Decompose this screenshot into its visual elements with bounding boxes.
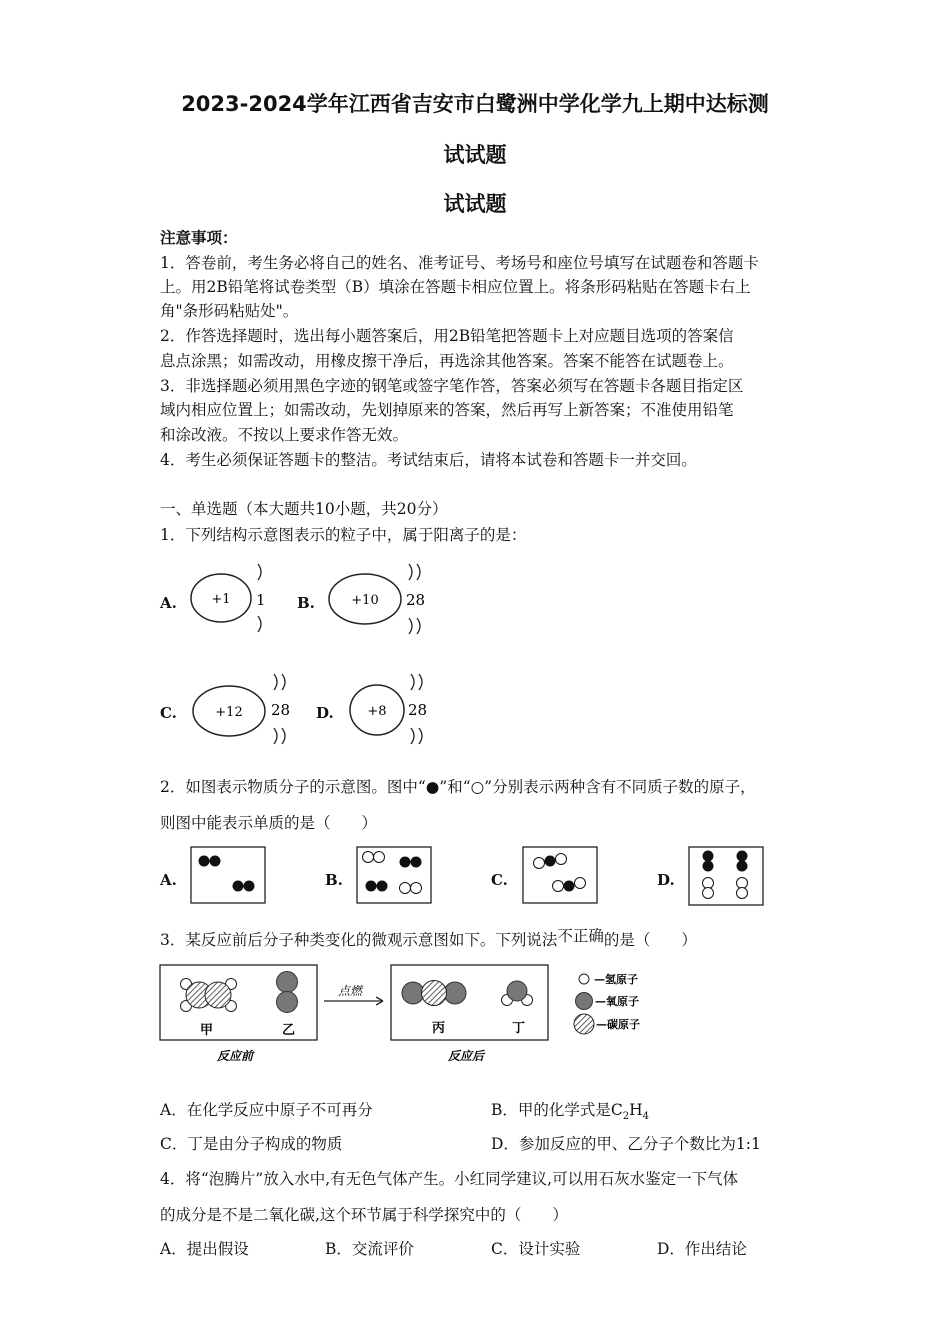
q3-stem-c: 的是（ ） (603, 931, 697, 949)
nucleus-charge: +1 (211, 592, 231, 607)
label-yi: 乙 (282, 1023, 296, 1038)
nucleus-charge: +8 (367, 704, 387, 719)
q2-stem-1: 2．如图表示物质分子的示意图。图中“●”和“○”分别表示两种含有不同质子数的原子， (160, 778, 756, 796)
q1-option-d-diagram (347, 670, 437, 752)
q4-option-c[interactable]: C．设计实验 (491, 1240, 581, 1258)
q4-stem-2: 的成分是不是二氧化碳,这个环节属于科学探究中的（ ） (160, 1206, 568, 1224)
q1-option-a-label[interactable]: A. (160, 594, 177, 612)
q1-option-b-label[interactable]: B. (297, 594, 315, 612)
q2-option-d-label[interactable]: D. (657, 871, 675, 889)
q3-option-b-text: B．甲的化学式是C (491, 1101, 623, 1119)
q3-stem-emphasis: 不正确 (557, 927, 604, 945)
q3-reaction-diagram (158, 962, 668, 1066)
notice-heading: 注意事项： (160, 228, 238, 247)
section-heading: 一、单选题（本大题共10小题，共20分） (160, 500, 448, 518)
q3-stem (160, 929, 697, 951)
q2-option-b-label[interactable]: B. (325, 871, 343, 889)
q4-option-b[interactable]: B．交流评价 (325, 1240, 414, 1258)
label-ding: 丁 (512, 1021, 526, 1036)
legend-carbon: —碳原子 (596, 1018, 640, 1031)
notice-line: 域内相应位置上；如需改动，先划掉原来的答案，然后再写上新答案；不准使用铅笔 (160, 401, 734, 419)
label-before: 反应前 (217, 1049, 254, 1063)
q1-option-a-diagram (190, 558, 275, 640)
title-line-3: 试试题 (443, 192, 507, 216)
shell-electrons: 28 (408, 701, 428, 719)
q1-option-c-label[interactable]: C. (160, 704, 177, 722)
title-line-2: 试试题 (443, 143, 507, 167)
q3-stem-a: 3．某反应前后分子种类变化的微观示意图如下。下列说法 (160, 931, 558, 949)
q3-option-a[interactable]: A．在化学反应中原子不可再分 (160, 1101, 373, 1119)
label-after: 反应后 (448, 1049, 485, 1063)
label-jia: 甲 (200, 1023, 214, 1038)
notice-line: 1．答卷前，考生务必将自己的姓名、准考证号、考场号和座位号填写在试题卷和答题卡 (160, 254, 759, 272)
q1-stem: 1．下列结构示意图表示的粒子中，属于阳离子的是： (160, 526, 527, 544)
legend-hydrogen: —氢原子 (594, 973, 638, 986)
shell-electrons: 28 (406, 591, 426, 609)
notice-line: 角"条形码粘贴处"。 (160, 302, 299, 320)
notice-line: 4．考生必须保证答题卡的整洁。考试结束后，请将本试卷和答题卡一并交回。 (160, 451, 697, 469)
shell-electrons: 1 (256, 591, 266, 609)
subscript: 2 (622, 1111, 630, 1123)
q2-stem-2: 则图中能表示单质的是（ ） (160, 814, 378, 832)
q1-option-c-diagram (190, 670, 300, 752)
q1-option-b-diagram (327, 558, 437, 640)
q1-option-d-label[interactable]: D. (316, 704, 334, 722)
q3-option-b[interactable] (491, 1099, 649, 1128)
q2-option-b-box (356, 846, 432, 904)
q2-option-c-label[interactable]: C. (491, 871, 508, 889)
notice-line: 2．作答选择题时，选出每小题答案后，用2B铅笔把答题卡上对应题目选项的答案信 (160, 327, 734, 345)
title-line-1: 2023-2024学年江西省吉安市白鹭洲中学化学九上期中达标测 (181, 92, 769, 116)
q4-stem-1: 4．将“泡腾片”放入水中,有无色气体产生。小红同学建议,可以用石灰水鉴定一下气体 (160, 1170, 739, 1188)
nucleus-charge: +12 (215, 705, 243, 720)
subscript: 4 (642, 1111, 650, 1123)
q2-option-c-box (522, 846, 598, 904)
q3-option-b-text: H (629, 1101, 643, 1119)
q3-option-c[interactable]: C．丁是由分子构成的物质 (160, 1135, 343, 1153)
notice-line: 和涂改液。不按以上要求作答无效。 (160, 426, 409, 444)
legend-oxygen: —氧原子 (595, 995, 639, 1008)
q2-option-a-box (190, 846, 266, 904)
q3-option-d[interactable]: D．参加反应的甲、乙分子个数比为1:1 (491, 1135, 761, 1153)
arrow-condition: 点燃 (338, 984, 363, 998)
notice-line: 息点涂黑；如需改动，用橡皮擦干净后，再选涂其他答案。答案不能答在试题卷上。 (160, 352, 734, 370)
shell-electrons: 28 (271, 701, 291, 719)
nucleus-charge: +10 (351, 593, 379, 608)
q4-option-a[interactable]: A．提出假设 (160, 1240, 249, 1258)
notice-line: 上。用2B铅笔将试卷类型（B）填涂在答题卡相应位置上。将条形码粘贴在答题卡右上 (160, 278, 751, 296)
label-bing: 丙 (432, 1021, 446, 1036)
q2-option-d-box (688, 846, 764, 906)
q4-option-d[interactable]: D．作出结论 (657, 1240, 747, 1258)
q2-option-a-label[interactable]: A. (160, 871, 177, 889)
notice-line: 3．非选择题必须用黑色字迹的钢笔或签字笔作答，答案必须写在答题卡各题目指定区 (160, 377, 744, 395)
